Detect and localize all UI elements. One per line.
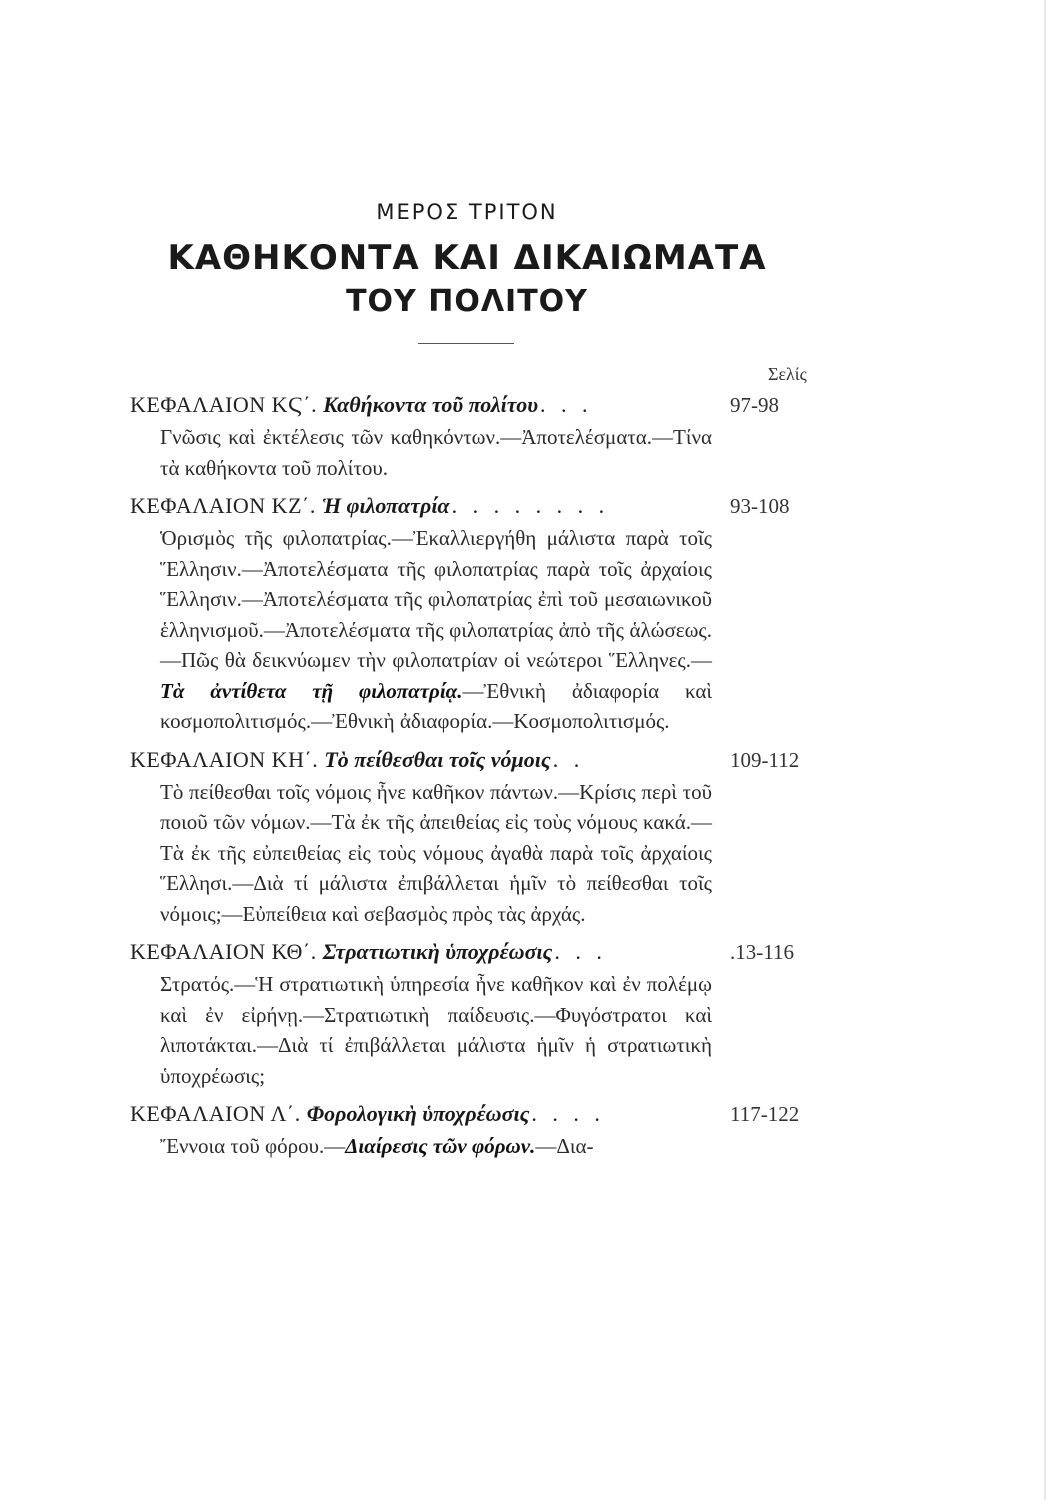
chapter-title: Ἡ φιλοπατρία xyxy=(321,493,450,518)
chapter-pages: 117-122 xyxy=(730,1102,800,1126)
pages-heading: Σελίς xyxy=(768,364,807,384)
chapter-entry xyxy=(130,1097,840,1162)
chapter-description xyxy=(160,1131,712,1162)
leader-dots: . . . xyxy=(540,392,593,417)
chapter-line xyxy=(130,1097,840,1131)
chapter-title: Φορολογικὴ ὑποχρέωσις xyxy=(306,1101,530,1126)
description-text: Γνῶσις καὶ ἐκτέλεσις τῶν καθηκόντων.—Ἀποτελέσματα.—Τίνα τὰ καθήκοντα τοῦ πολίτου. xyxy=(160,425,712,480)
part-title-line-1: ΚΑΘΗΚΟΝΤΑ ΚΑΙ ΔΙΚΑΙΩΜΑΤΑ xyxy=(167,238,767,278)
chapter-entry xyxy=(130,388,840,483)
description-text-tail: —Ἐθνικὴ ἀδιαφορία καὶ κοσμοπολιτισμός.—Ἐθνικὴ ἀδιαφορία.—Κοσμοπολιτισμός. xyxy=(160,678,712,733)
chapter-pages: 93-108 xyxy=(730,494,790,518)
description-text-tail: —Δια- xyxy=(535,1134,594,1158)
chapter-description xyxy=(160,969,712,1091)
chapter-label: ΚΕΦΑΛΑΙΟΝ ΚΖ΄. xyxy=(130,493,316,518)
chapter-line xyxy=(130,935,840,969)
chapter-title: Καθήκοντα τοῦ πολίτου xyxy=(323,392,538,417)
chapter-pages: 109-112 xyxy=(730,747,800,772)
chapter-label: ΚΕΦΑΛΑΙΟΝ ΚΘ΄. xyxy=(130,939,317,964)
chapter-entry xyxy=(130,743,840,930)
description-emphasis: Διαίρεσις τῶν φόρων. xyxy=(345,1134,536,1158)
chapter-description xyxy=(160,422,712,483)
chapter-description xyxy=(160,777,712,930)
chapter-entry xyxy=(130,935,840,1091)
description-emphasis: Τὰ ἀντίθετα τῇ φιλοπατρίᾳ. xyxy=(160,678,463,703)
chapter-title: Τὸ πείθεσθαι τοῖς νόμοις xyxy=(324,746,551,772)
description-text: Στρατός.—Ἡ στρατιωτικὴ ὑπηρεσία ἦνε καθῆκον καὶ ἐν πολέμῳ καὶ ἐν εἰρήνῃ.—Στρατιωτικὴ παίδευσις.—Φυγόστρατοι καὶ λιποτάκται.—Διὰ τί ἐπιβάλλεται μάλιστα ἡμῖν ἡ στρατιωτικὴ ὑποχρέωσις; xyxy=(160,972,712,1088)
chapter-entry xyxy=(130,489,840,737)
title-rule xyxy=(418,343,514,344)
chapter-label: ΚΕΦΑΛΑΙΟΝ Λ΄. xyxy=(130,1101,301,1126)
chapter-line xyxy=(130,388,840,422)
chapter-title: Στρατιωτικὴ ὑποχρέωσις xyxy=(322,939,553,964)
page-edge xyxy=(1044,0,1046,1500)
chapter-line xyxy=(130,489,840,523)
leader-dots: . . xyxy=(552,746,585,772)
part-title-line-2: ΤΟΥ ΠΟΛΙΤΟΥ xyxy=(346,284,588,319)
chapter-description xyxy=(160,523,712,737)
chapter-label: ΚΕΦΑΛΑΙΟΝ ΚΗ΄. xyxy=(130,746,319,772)
chapter-pages: 97-98 xyxy=(730,393,779,417)
part-label: ΜΕΡΟΣ ΤΡΙΤΟΝ xyxy=(376,200,558,224)
chapter-pages: .13-116 xyxy=(730,940,794,964)
leader-dots: . . . xyxy=(554,939,607,964)
table-of-contents xyxy=(130,388,840,1168)
description-text: Ἔννοια τοῦ φόρου.— xyxy=(160,1134,346,1158)
leader-dots: . . . . . . . . xyxy=(451,493,610,518)
description-text: Ὁρισμὸς τῆς φιλοπατρίας.—Ἐκαλλιεργήθη μάλιστα παρὰ τοῖς Ἕλλησιν.—Ἀποτελέσματα τῆς φιλοπατρίας παρὰ τοῖς ἀρχαίοις Ἕλλησιν.—Ἀποτελέσματα τῆς φιλοπατρίας ἐπὶ τοῦ μεσαιωνικοῦ ἑλληνισμοῦ.—Ἀποτελέσματα τῆς φιλοπατρίας ἀπὸ τῆς ἁλώσεως.—Πῶς θὰ δεικνύωμεν τὴν φιλοπατρίαν οἱ νεώτεροι Ἕλληνες.— xyxy=(160,526,712,672)
chapter-line xyxy=(130,743,840,777)
description-text: Τὸ πείθεσθαι τοῖς νόμοις ἦνε καθῆκον πάντων.—Κρίσις περὶ τοῦ ποιοῦ τῶν νόμων.—Τὰ ἐκ τῆς ἀπειθείας εἰς τοὺς νόμους κακά.—Τὰ ἐκ τῆς εὐπειθείας εἰς τοὺς νόμους ἀγαθὰ παρὰ τοῖς ἀρχαίοις Ἕλλησι.—Διὰ τί μάλιστα ἐπιβάλλεται ἡμῖν τὸ πείθεσθαι τοῖς νόμοις;—Εὐπείθεια καὶ σεβασμὸς πρὸς τὰς ἀρχάς. xyxy=(160,779,712,926)
chapter-label: ΚΕΦΑΛΑΙΟΝ ΚϚ΄. xyxy=(130,392,318,417)
leader-dots: . . . . xyxy=(531,1101,605,1126)
